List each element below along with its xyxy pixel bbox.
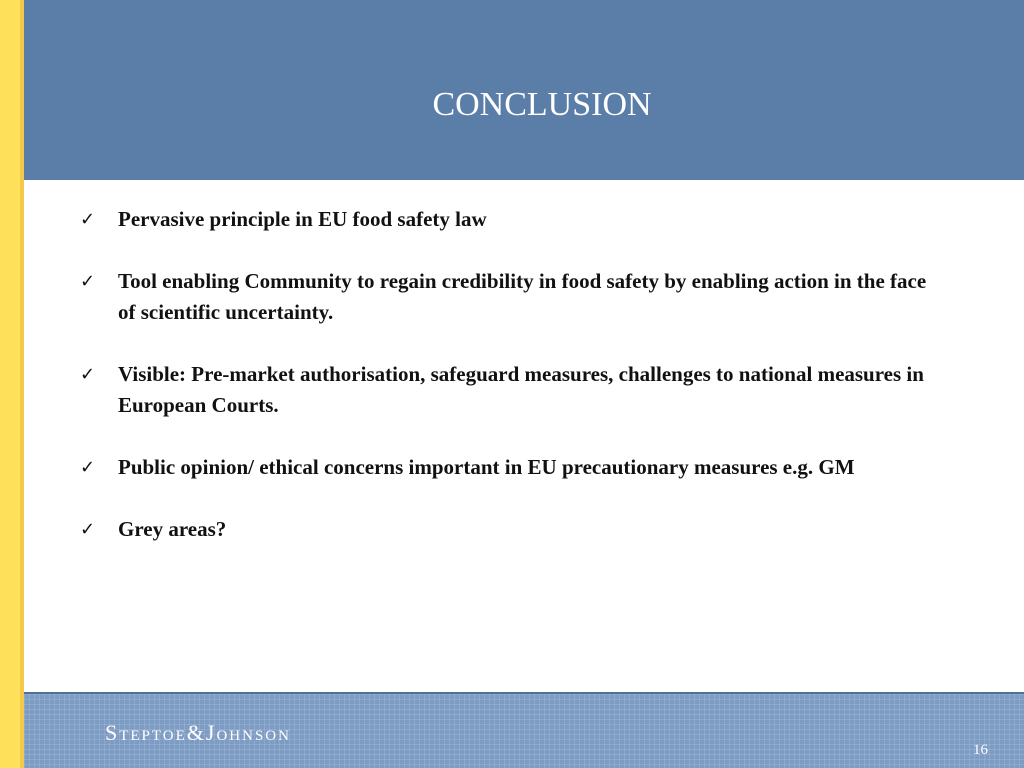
- bullet-text: Visible: Pre-market authorisation, safeguard measures, challenges to national measures in European Courts.: [118, 362, 924, 417]
- list-item: [80, 452, 940, 483]
- check-icon: ✓: [80, 364, 96, 385]
- check-icon: ✓: [80, 209, 96, 230]
- list-item: [80, 266, 940, 328]
- bullet-list: [80, 204, 940, 576]
- check-icon: ✓: [80, 271, 96, 292]
- company-logo: Steptoe&Johnson: [105, 720, 291, 745]
- check-icon: ✓: [80, 519, 96, 540]
- list-item: [80, 204, 940, 235]
- bullet-text: Pervasive principle in EU food safety law: [118, 207, 487, 231]
- bullet-text: Grey areas?: [118, 517, 227, 541]
- list-item: [80, 359, 940, 421]
- bullet-text: Tool enabling Community to regain credibility in food safety by enabling action in the face of scientific uncertainty.: [118, 269, 927, 324]
- accent-bar: [0, 0, 20, 768]
- bullet-text: Public opinion/ ethical concerns important in EU precautionary measures e.g. GM: [118, 455, 855, 479]
- page-number: 16: [973, 742, 988, 758]
- check-icon: ✓: [80, 457, 96, 478]
- list-item: [80, 514, 940, 545]
- slide-title: CONCLUSION: [432, 86, 652, 123]
